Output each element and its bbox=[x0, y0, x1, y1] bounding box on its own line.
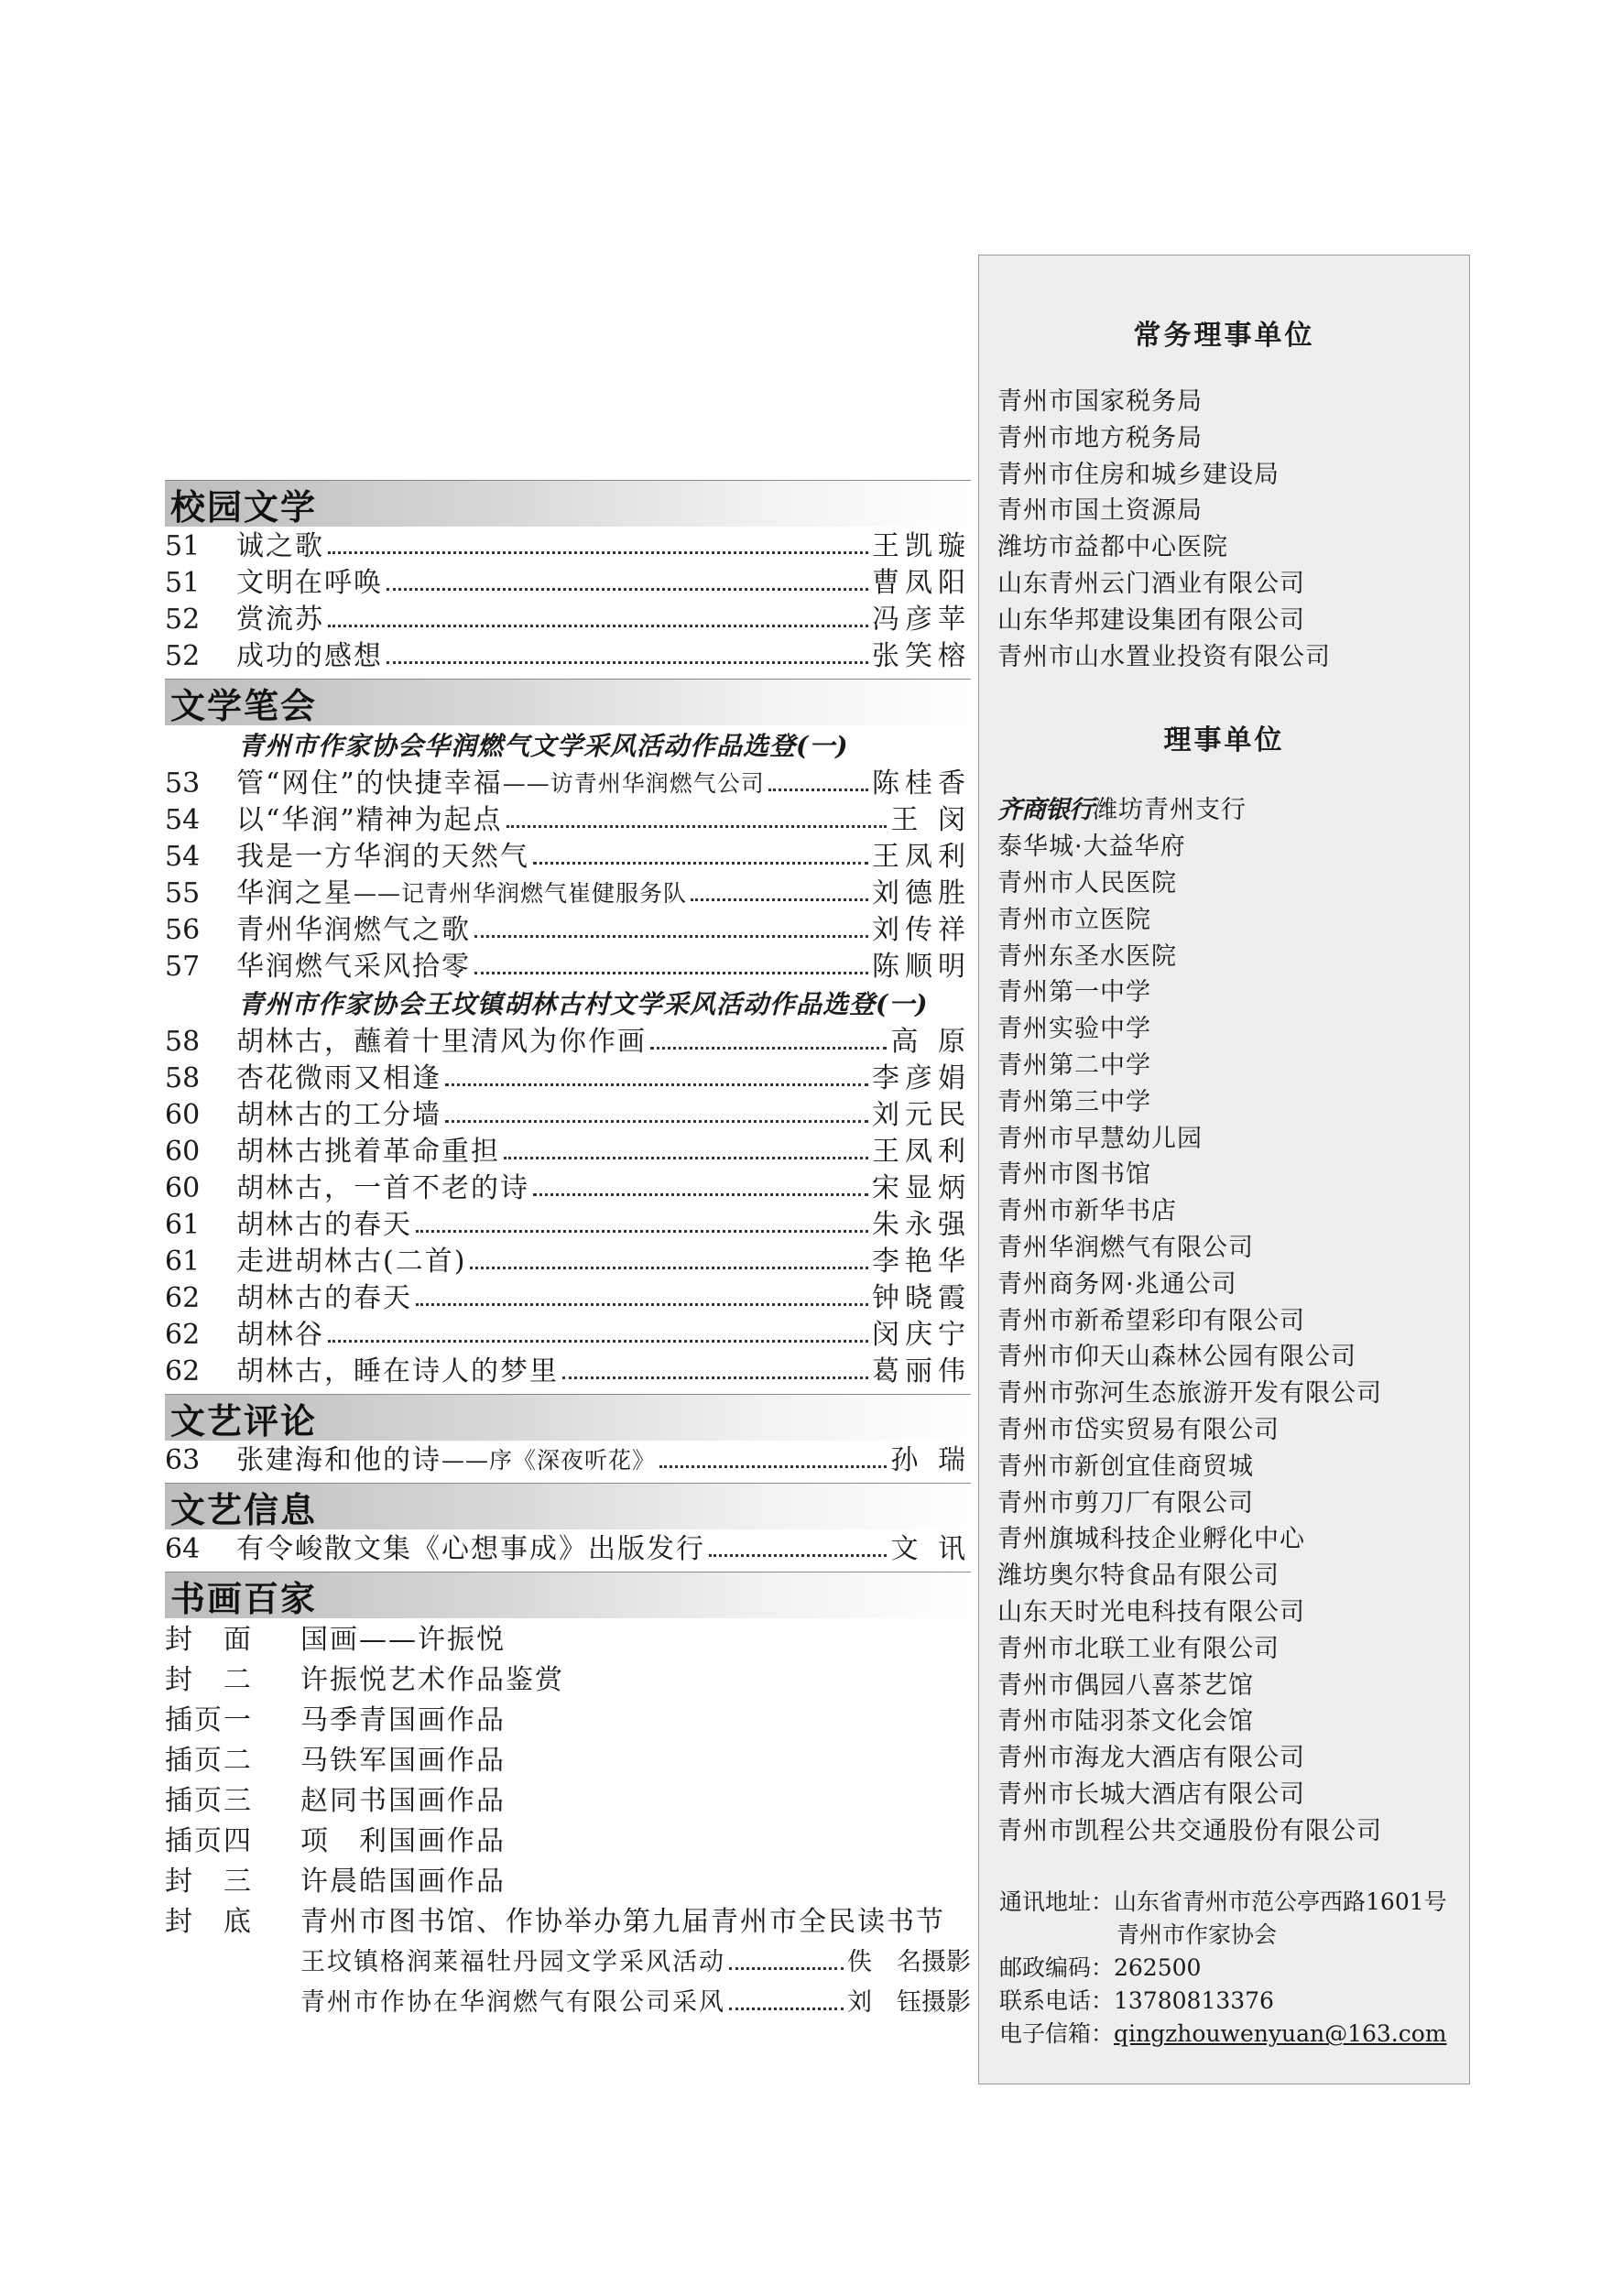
council-item: 泰华城·大益华府 bbox=[997, 832, 1186, 862]
entry-title: 胡林古的春天 bbox=[236, 1282, 412, 1314]
page-number: 54 bbox=[165, 804, 201, 836]
toc-entry bbox=[165, 1024, 971, 1061]
council-item: 青州市海龙大酒店有限公司 bbox=[997, 1744, 1305, 1773]
contact-phone: 联系电话：13780813376 bbox=[999, 1987, 1274, 2015]
entry-author: 王凤利 bbox=[872, 841, 971, 873]
council-item: 青州市凯程公共交通股份有限公司 bbox=[997, 1816, 1382, 1845]
page-number: 62 bbox=[165, 1282, 201, 1314]
dot-leader bbox=[474, 949, 868, 974]
artwork-location: 插页二 bbox=[165, 1745, 253, 1777]
page-number: 57 bbox=[165, 951, 201, 983]
page-number: 62 bbox=[165, 1355, 201, 1387]
section-heading-text: 书画百家 bbox=[170, 1578, 318, 1619]
toc-entry bbox=[165, 1244, 971, 1280]
dot-leader bbox=[416, 1207, 868, 1233]
artwork-description: 王坟镇格润莱福牡丹园文学采风活动 bbox=[300, 1948, 725, 1976]
council-item: 潍坊奥尔特食品有限公司 bbox=[997, 1561, 1280, 1591]
standing-council-item: 山东青州云门酒业有限公司 bbox=[997, 569, 1305, 598]
artwork-location: 封 面 bbox=[165, 1624, 253, 1656]
entry-author: 闵庆宁 bbox=[872, 1319, 971, 1351]
council-item: 青州市长城大酒店有限公司 bbox=[997, 1779, 1305, 1809]
council-list bbox=[979, 792, 1469, 1849]
page-number: 61 bbox=[165, 1209, 201, 1241]
artwork-location: 封 底 bbox=[165, 1906, 253, 1938]
artwork-entry bbox=[165, 1701, 971, 1741]
artwork-entry bbox=[165, 1620, 971, 1660]
toc-entry bbox=[165, 1061, 971, 1097]
entry-author: 陈桂香 bbox=[872, 767, 971, 800]
artwork-entry bbox=[165, 1660, 971, 1701]
artwork-description: 青州市图书馆、作协举办第九届青州市全民读书节 bbox=[300, 1906, 945, 1938]
entry-title: 胡林古，睡在诗人的梦里 bbox=[236, 1355, 559, 1387]
toc-entry bbox=[165, 638, 971, 675]
council-item: 青州第三中学 bbox=[997, 1087, 1151, 1116]
entry-author: 王 闵 bbox=[890, 804, 971, 836]
entry-title: 我是一方华润的天然气 bbox=[236, 841, 529, 873]
dot-leader bbox=[328, 1317, 868, 1343]
dot-leader bbox=[691, 876, 868, 901]
entry-title: 胡林古的春天 bbox=[236, 1209, 412, 1241]
toc-entry bbox=[165, 1207, 971, 1244]
artwork-description: 国画——许振悦 bbox=[300, 1624, 506, 1656]
bank-branch: 潍坊青州支行 bbox=[1093, 796, 1247, 825]
standing-council-item: 青州市国家税务局 bbox=[997, 387, 1203, 416]
dot-leader bbox=[709, 1531, 887, 1557]
section-heading-text: 校园文学 bbox=[170, 486, 318, 528]
standing-council-item: 山东华邦建设集团有限公司 bbox=[997, 605, 1305, 635]
page-number: 60 bbox=[165, 1099, 201, 1131]
section-heading bbox=[165, 679, 971, 725]
dot-leader bbox=[533, 1170, 868, 1196]
dot-leader bbox=[504, 1134, 868, 1159]
council-item: 山东天时光电科技有限公司 bbox=[997, 1597, 1305, 1627]
artwork-location: 封 二 bbox=[165, 1664, 253, 1696]
toc-entry bbox=[165, 802, 971, 839]
artwork-description: 许晨皓国画作品 bbox=[300, 1866, 506, 1898]
dot-leader bbox=[445, 1097, 868, 1123]
toc-entry bbox=[165, 876, 971, 912]
dot-leader bbox=[474, 912, 868, 938]
page-number: 60 bbox=[165, 1136, 201, 1168]
entry-author: 陈顺明 bbox=[872, 951, 971, 983]
table-of-contents bbox=[165, 476, 971, 2023]
dot-leader bbox=[328, 602, 868, 627]
artwork-description: 马季青国画作品 bbox=[300, 1704, 506, 1736]
toc-entry bbox=[165, 839, 971, 876]
section-heading-text: 文艺评论 bbox=[170, 1400, 318, 1442]
entry-title: 文明在呼唤 bbox=[236, 567, 383, 599]
dot-leader bbox=[416, 1280, 868, 1306]
entry-author: 刘元民 bbox=[872, 1099, 971, 1131]
contact-info bbox=[979, 1886, 1469, 2051]
toc-entry bbox=[165, 1317, 971, 1354]
council-item: 青州市新希望彩印有限公司 bbox=[997, 1306, 1305, 1335]
council-item: 青州第一中学 bbox=[997, 978, 1151, 1007]
toc-entry bbox=[165, 565, 971, 602]
section-heading bbox=[165, 1394, 971, 1441]
page-number: 56 bbox=[165, 914, 201, 946]
page-number: 62 bbox=[165, 1319, 201, 1351]
council-item: 青州市早慧幼儿园 bbox=[997, 1124, 1203, 1153]
artwork-entry bbox=[165, 1822, 971, 1862]
artwork-description: 许振悦艺术作品鉴赏 bbox=[300, 1664, 564, 1696]
toc-entry bbox=[165, 912, 971, 949]
toc-entry bbox=[165, 1134, 971, 1170]
standing-council-list bbox=[979, 384, 1469, 675]
standing-council-item: 青州市山水置业投资有限公司 bbox=[997, 642, 1331, 671]
council-item: 青州市偶园八喜茶艺馆 bbox=[997, 1670, 1254, 1700]
page-number: 55 bbox=[165, 877, 201, 909]
page-number: 60 bbox=[165, 1172, 201, 1204]
entry-title: 青州华润燃气之歌 bbox=[236, 914, 471, 946]
dot-leader bbox=[659, 1442, 887, 1468]
dot-leader bbox=[507, 802, 888, 828]
entry-author: 朱永强 bbox=[872, 1209, 971, 1241]
contact-email bbox=[999, 2018, 1469, 2051]
council-item: 青州市岱实贸易有限公司 bbox=[997, 1415, 1280, 1444]
council-item: 青州市弥河生态旅游开发有限公司 bbox=[997, 1379, 1382, 1409]
toc-entry bbox=[165, 1531, 971, 1568]
entry-author: 高 原 bbox=[890, 1026, 971, 1058]
section-heading bbox=[165, 1572, 971, 1618]
council-item: 青州市人民医院 bbox=[997, 868, 1177, 898]
entry-subtitle: ——访青州华润燃气公司 bbox=[502, 770, 765, 797]
council-item: 青州市新华书店 bbox=[997, 1197, 1177, 1226]
artwork-location: 封 三 bbox=[165, 1866, 253, 1898]
entry-title: 管“网住”的快捷幸福 bbox=[236, 767, 503, 800]
entry-author: 王凤利 bbox=[872, 1136, 971, 1168]
entry-title: 胡林谷 bbox=[236, 1319, 324, 1351]
council-item-bank bbox=[997, 792, 1469, 829]
contact-postcode: 邮政编码：262500 bbox=[999, 1954, 1202, 1982]
artwork-location: 插页四 bbox=[165, 1825, 253, 1857]
artwork-entry bbox=[165, 1983, 971, 2023]
artwork-entry bbox=[165, 1902, 971, 1942]
toc-entry bbox=[165, 528, 971, 565]
council-item: 青州第二中学 bbox=[997, 1050, 1151, 1080]
sponsor-sidebar bbox=[978, 255, 1470, 2084]
standing-council-item: 潍坊市益都中心医院 bbox=[997, 533, 1228, 562]
entry-author: 宋显炳 bbox=[872, 1172, 971, 1204]
page-number: 53 bbox=[165, 767, 201, 800]
entry-author: 葛丽伟 bbox=[872, 1355, 971, 1387]
dot-leader bbox=[470, 1244, 868, 1269]
toc-entry bbox=[165, 949, 971, 985]
page-number: 61 bbox=[165, 1246, 201, 1278]
toc-entry bbox=[165, 1354, 971, 1390]
dot-leader bbox=[729, 1983, 844, 2010]
dot-leader bbox=[328, 528, 868, 554]
toc-entry bbox=[165, 766, 971, 802]
dot-leader bbox=[650, 1024, 887, 1050]
artwork-photographer: 佚 名摄影 bbox=[847, 1948, 971, 1976]
council-title: 理事单位 bbox=[1163, 724, 1285, 757]
page-number: 63 bbox=[165, 1444, 201, 1476]
section-heading-text: 文艺信息 bbox=[170, 1489, 318, 1530]
page-number: 51 bbox=[165, 567, 201, 599]
council-item: 青州商务网·兆通公司 bbox=[997, 1269, 1237, 1299]
artwork-location: 插页三 bbox=[165, 1785, 253, 1817]
council-item: 青州市新创宜佳商贸城 bbox=[997, 1452, 1254, 1481]
artwork-entry bbox=[165, 1781, 971, 1822]
dot-leader bbox=[387, 638, 868, 664]
page-number: 64 bbox=[165, 1533, 201, 1565]
council-item: 青州东圣水医院 bbox=[997, 941, 1177, 971]
toc-entry bbox=[165, 1442, 971, 1479]
page-number: 52 bbox=[165, 604, 201, 636]
standing-council-item: 青州市地方税务局 bbox=[997, 423, 1203, 452]
entry-author: 曹凤阳 bbox=[872, 567, 971, 599]
dot-leader bbox=[729, 1942, 844, 1970]
page-number: 54 bbox=[165, 841, 201, 873]
entry-subtitle: ——记青州华润燃气崔健服务队 bbox=[354, 880, 688, 907]
entry-title: 张建海和他的诗 bbox=[236, 1444, 441, 1476]
subsection-title: 青州市作家协会王坟镇胡林古村文学采风活动作品选登(一) bbox=[238, 989, 929, 1019]
toc-entry bbox=[165, 1170, 971, 1207]
entry-author: 张笑榕 bbox=[872, 640, 971, 672]
dot-leader bbox=[562, 1354, 868, 1379]
page-number: 58 bbox=[165, 1062, 201, 1094]
dot-leader bbox=[445, 1061, 868, 1086]
entry-author: 冯彦苹 bbox=[872, 604, 971, 636]
artwork-entry bbox=[165, 1942, 971, 1983]
entry-title: 走进胡林古(二首) bbox=[236, 1246, 467, 1278]
standing-council-title: 常务理事单位 bbox=[1133, 320, 1315, 352]
artwork-description: 赵同书国画作品 bbox=[300, 1785, 506, 1817]
dot-leader bbox=[533, 839, 868, 865]
entry-title: 华润燃气采风拾零 bbox=[236, 951, 471, 983]
contact-org: 青州市作家协会 bbox=[1116, 1921, 1278, 1949]
council-item: 青州市立医院 bbox=[997, 905, 1151, 934]
council-item: 青州市仰天山森林公园有限公司 bbox=[997, 1343, 1356, 1372]
council-item: 青州市北联工业有限公司 bbox=[997, 1634, 1280, 1663]
entry-title: 胡林古的工分墙 bbox=[236, 1099, 441, 1131]
toc-entry bbox=[165, 1280, 971, 1317]
page-number: 58 bbox=[165, 1026, 201, 1058]
page-number: 51 bbox=[165, 530, 201, 562]
entry-title: 胡林古挑着革命重担 bbox=[236, 1136, 500, 1168]
entry-title: 胡林古，一首不老的诗 bbox=[236, 1172, 529, 1204]
entry-author: 刘传祥 bbox=[872, 914, 971, 946]
entry-author: 文 讯 bbox=[890, 1533, 971, 1565]
entry-title: 杏花微雨又相逢 bbox=[236, 1062, 441, 1094]
standing-council-item: 青州市国土资源局 bbox=[997, 496, 1203, 526]
artwork-description: 青州市作协在华润燃气有限公司采风 bbox=[300, 1988, 725, 2017]
council-item: 青州旗城科技企业孵化中心 bbox=[997, 1525, 1305, 1554]
email-value: qingzhouwenyuan@163.com bbox=[1114, 2020, 1447, 2048]
council-item: 青州市陆羽茶文化会馆 bbox=[997, 1707, 1254, 1736]
dot-leader bbox=[387, 565, 868, 591]
artwork-description: 项 利国画作品 bbox=[300, 1825, 506, 1857]
entry-title: 胡林古，蘸着十里清风为你作画 bbox=[236, 1026, 647, 1058]
council-item: 青州市剪刀厂有限公司 bbox=[997, 1488, 1254, 1518]
artwork-location: 插页一 bbox=[165, 1704, 253, 1736]
page-number: 52 bbox=[165, 640, 201, 672]
entry-title: 成功的感想 bbox=[236, 640, 383, 672]
entry-author: 王凯璇 bbox=[872, 530, 971, 562]
dot-leader bbox=[768, 766, 868, 791]
section-heading-text: 文学笔会 bbox=[170, 685, 318, 726]
artwork-entry bbox=[165, 1741, 971, 1781]
subsection-title: 青州市作家协会华润燃气文学采风活动作品选登(一) bbox=[238, 731, 849, 761]
entry-subtitle: ——序《深夜听花》 bbox=[441, 1447, 657, 1474]
entry-author: 孙 瑞 bbox=[890, 1444, 971, 1476]
bank-logo: 齐商银行 bbox=[997, 796, 1093, 825]
council-item: 青州市图书馆 bbox=[997, 1160, 1151, 1190]
entry-title: 赏流苏 bbox=[236, 604, 324, 636]
council-item: 青州华润燃气有限公司 bbox=[997, 1233, 1254, 1262]
artwork-description: 马铁军国画作品 bbox=[300, 1745, 506, 1777]
artwork-photographer: 刘 钰摄影 bbox=[847, 1988, 971, 2017]
email-label: 电子信箱： bbox=[999, 2020, 1115, 2048]
entry-author: 李艳华 bbox=[872, 1246, 971, 1278]
standing-council-item: 青州市住房和城乡建设局 bbox=[997, 460, 1280, 489]
section-heading bbox=[165, 1483, 971, 1529]
artwork-entry bbox=[165, 1862, 971, 1902]
contact-address: 通讯地址：山东省青州市范公亭西路1601号 bbox=[999, 1888, 1447, 1916]
entry-title: 华润之星 bbox=[236, 877, 354, 909]
entry-author: 刘德胜 bbox=[872, 877, 971, 909]
entry-author: 钟晓霞 bbox=[872, 1282, 971, 1314]
entry-title: 诚之歌 bbox=[236, 530, 324, 562]
section-heading bbox=[165, 480, 971, 527]
entry-title: 有令峻散文集《心想事成》出版发行 bbox=[236, 1533, 705, 1565]
entry-author: 李彦娟 bbox=[872, 1062, 971, 1094]
toc-entry bbox=[165, 1097, 971, 1134]
toc-entry bbox=[165, 602, 971, 638]
council-item: 青州实验中学 bbox=[997, 1015, 1151, 1044]
entry-title: 以“华润”精神为起点 bbox=[236, 804, 503, 836]
